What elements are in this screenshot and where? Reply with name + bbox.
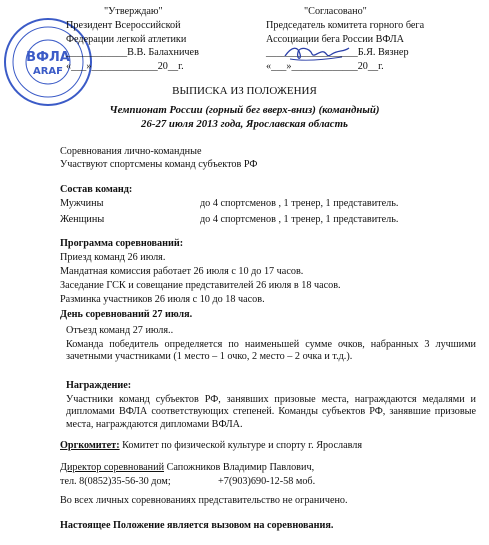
program-line-4: Разминка участников 26 июля с 10 до 18 часов. (60, 294, 265, 305)
program-heading: Программа соревнований: (60, 238, 184, 249)
org-committee-line (60, 440, 362, 452)
approver-title-1: Президент Всероссийской (66, 20, 181, 31)
agreed-label: "Согласовано" (304, 6, 367, 17)
stamp-subtext: ARAF (32, 66, 64, 77)
intro-line-1: Соревнования лично-командные (60, 146, 202, 157)
teams-heading: Состав команд: (60, 184, 133, 195)
director-line (60, 462, 314, 474)
departure-line: Отъезд команд 27 июля.. (66, 325, 174, 336)
agreer-title-2: Ассоциации бега России ВФЛА (266, 34, 404, 45)
approver-date: «___»_____________20__г. (66, 61, 184, 72)
teams-women-label: Женщины (60, 214, 105, 225)
awards-heading: Награждение: (66, 380, 132, 391)
footer-note: Настоящее Положение является вызовом на соревнования. (60, 520, 334, 531)
program-line-2: Мандатная комиссия работает 26 июля с 10 до 17 часов. (60, 266, 304, 277)
approved-label: "Утверждаю" (104, 6, 163, 17)
director-label: Директор соревнований (60, 462, 165, 473)
stamp-text: ВФЛА (26, 50, 70, 65)
competition-day-heading: День соревнований 27 июля. (60, 309, 193, 320)
org-committee-value: Комитет по физической культуре и спорту г. Ярославля (119, 440, 363, 451)
agreer-date: «___»_____________20__г. (266, 61, 384, 72)
approver-signature-line: ____________В.В. Балахничев (66, 47, 199, 58)
program-line-1: Приезд команд 26 июля. (60, 252, 166, 263)
teams-men-value: до 4 спортсменов , 1 тренер, 1 представитель. (200, 198, 399, 209)
intro-line-2: Участвуют спортсмены команд субъектов РФ (60, 159, 258, 170)
teams-men-label: Мужчины (60, 198, 104, 209)
personal-representation-line: Во всех личных соревнованиях представительство не ограничено. (60, 495, 348, 506)
handwritten-signature (282, 42, 352, 64)
program-line-3: Заседание ГСК и совещание представителей 26 июля в 18 часов. (60, 280, 341, 291)
awards-paragraph: Участники команд субъектов РФ, занявших призовые места, награждаются медалями и дипломами ВФЛА соответствующих степеней. Команды субъектов РФ, занявшие призовые места, награждаются дипломами ВФЛА. (66, 394, 476, 430)
agreer-signature-line: __________________Б.Я. Вязнер (266, 47, 409, 58)
approver-title-2: Федерации легкой атлетики (66, 34, 187, 45)
winner-rule-paragraph: Команда победитель определяется по наименьшей сумме очков, набранных 3 лучшими зачетными участниками (1 место – 1 очко, 2 место – 2 очка и т.д.). (66, 339, 476, 363)
agreer-title-1: Председатель комитета горного бега (266, 20, 425, 31)
document-title: ВЫПИСКА ИЗ ПОЛОЖЕНИЯ (172, 85, 317, 97)
approver-name: В.В. Балахничев (127, 47, 199, 58)
event-date-location: 26-27 июля 2013 года, Ярославская область (141, 118, 348, 130)
org-committee-label: Оргкомитет: (60, 440, 120, 451)
teams-women-value: до 4 спортсменов , 1 тренер, 1 представитель. (200, 214, 399, 225)
director-phone-home: тел. 8(0852)35-56-30 дом; (60, 476, 171, 487)
director-name: Сапожников Владимир Павлович, (164, 462, 315, 473)
agreer-name: Б.Я. Вязнер (357, 47, 409, 58)
director-phone-mobile: +7(903)690-12-58 моб. (218, 476, 316, 487)
event-title: Чемпионат России (горный бег вверх-вниз) (командный) (109, 104, 380, 116)
